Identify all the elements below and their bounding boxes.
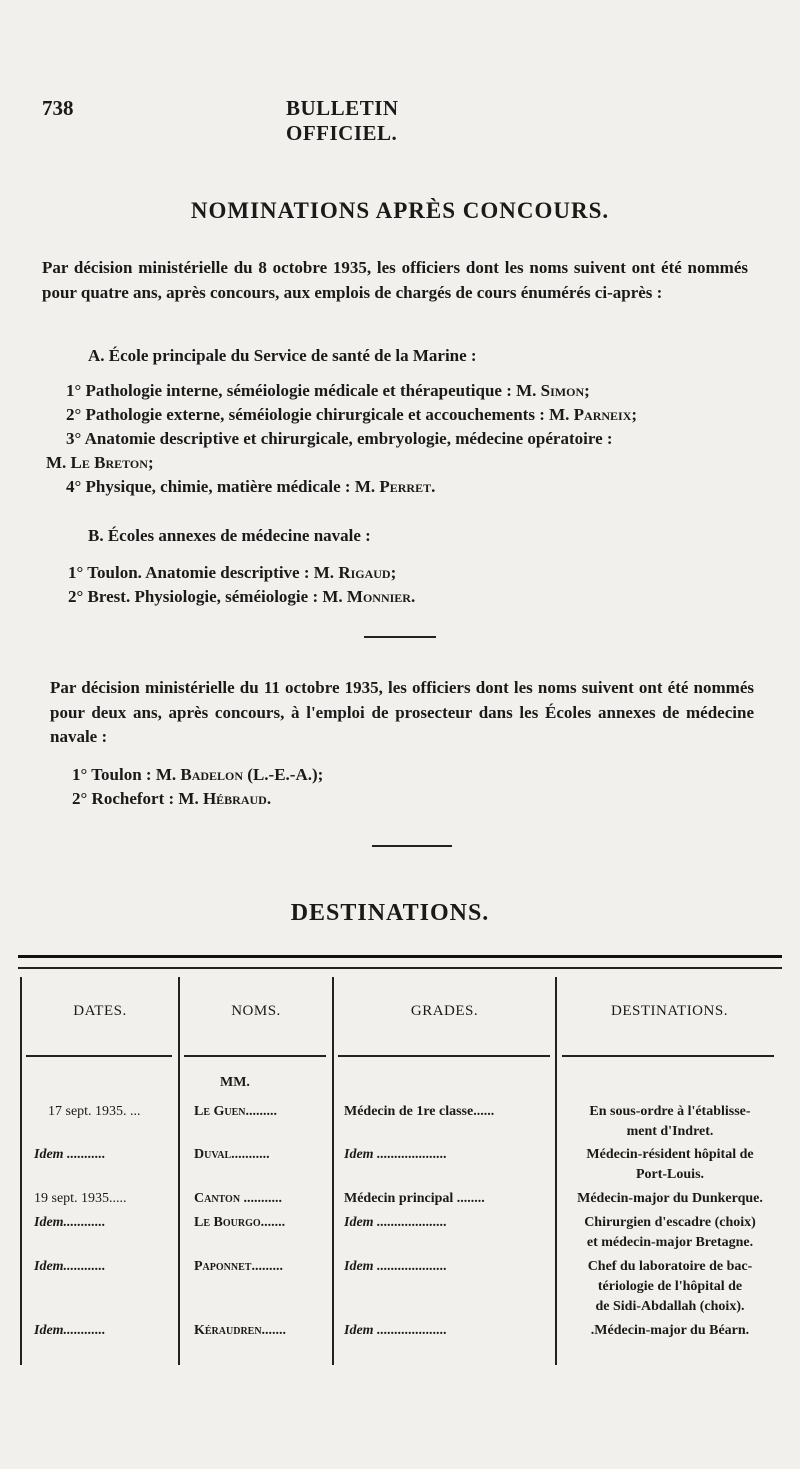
table-row-name: Paponnet......... <box>194 1259 283 1274</box>
officer-name: Rigaud <box>338 563 391 582</box>
table-row-grade: Idem .................... <box>344 1215 448 1230</box>
table-row-grade: Idem .................... <box>344 1259 448 1274</box>
column-header-dates: DATES. <box>73 1003 127 1019</box>
officer-name: Badelon <box>180 765 244 784</box>
table-row-destination: Chirurgien d'escadre (choix) et médecin-major Bretagne. <box>584 1215 756 1250</box>
table-row-grade: Médecin de 1re classe...... <box>344 1104 495 1119</box>
separator-rule <box>372 845 452 847</box>
table-row-grade: Idem .................... <box>344 1147 448 1162</box>
group-a-item-3-cont: M. Le Breton; <box>46 453 154 472</box>
column-rule <box>20 977 22 1365</box>
table-row-destination: .Médecin-major du Béarn. <box>590 1323 750 1338</box>
officer-name: Parneix <box>573 405 632 424</box>
table-row-grade: Idem .................... <box>344 1323 448 1338</box>
running-head <box>42 96 512 145</box>
section-title-nominations: NOMINATIONS APRÈS CONCOURS. <box>190 198 610 223</box>
group-a-item-2: 2° Pathologie externe, séméiologie chirurgicale et accouchements : M. Parneix; <box>66 405 638 424</box>
table-row-date: Idem............ <box>34 1259 106 1274</box>
group-a-item-3: 3° Anatomie descriptive et chirurgicale, embryologie, médecine opératoire : <box>66 429 613 448</box>
column-header-grades: GRADES. <box>410 1003 479 1019</box>
table-row-name: Le Bourgo....... <box>194 1215 286 1230</box>
group-b-item-2: 2° Brest. Physiologie, séméiologie : M. Monnier. <box>68 587 416 606</box>
group-a-heading: A. École principale du Service de santé de la Marine : <box>88 346 477 365</box>
header-rule <box>562 1055 774 1057</box>
officer-name: Le Breton <box>70 453 148 472</box>
table-row-name: Duval........... <box>194 1147 270 1162</box>
table-top-rule-inner <box>18 967 782 969</box>
table-top-rule <box>18 955 782 958</box>
table-row-destination: En sous-ordre à l'établisse- ment d'Indret. <box>589 1104 751 1139</box>
column-rule <box>555 977 557 1365</box>
column-rule <box>178 977 180 1365</box>
table-row-name: Kéraudren....... <box>194 1323 287 1338</box>
header-rule <box>338 1055 550 1057</box>
group-b-heading: B. Écoles annexes de médecine navale : <box>88 526 371 545</box>
officer-name: Monnier <box>346 587 411 606</box>
table-row-grade: Médecin principal ........ <box>344 1191 485 1206</box>
table-row-destination: Médecin-major du Dunkerque. <box>577 1191 763 1206</box>
table-row-name: Le Guen......... <box>194 1104 278 1119</box>
group-a-item-4: 4° Physique, chimie, matière médicale : M. Perret. <box>66 477 436 496</box>
table-row-destination: Chef du laboratoire de bac- tériologie de l'hôpital de de Sidi-Abdallah (choix). <box>587 1259 753 1314</box>
journal-title: BULLETIN OFFICIEL. <box>286 96 399 145</box>
group-a-item-1: 1° Pathologie interne, séméiologie médicale et thérapeutique : M. Simon; <box>66 381 590 400</box>
table-row-date: Idem............ <box>34 1323 106 1338</box>
header-rule <box>26 1055 172 1057</box>
officer-name: Perret <box>379 477 432 496</box>
page-number: 738 <box>42 96 74 120</box>
section-title-destinations: DESTINATIONS. <box>290 900 490 926</box>
prosecteur-item-2: 2° Rochefort : M. Hébraud. <box>72 789 272 808</box>
prosecteur-item-1: 1° Toulon : M. Badelon (L.-E.-A.); <box>72 765 324 784</box>
destinations-table <box>18 955 782 1365</box>
officer-name: Simon <box>540 381 585 400</box>
table-row-date: Idem ........... <box>34 1147 106 1162</box>
table-row-date: Idem............ <box>34 1215 106 1230</box>
column-rule <box>332 977 334 1365</box>
group-b-item-1: 1° Toulon. Anatomie descriptive : M. Rigaud; <box>68 563 397 582</box>
officer-name: Hébraud <box>202 789 267 808</box>
header-rule <box>184 1055 326 1057</box>
decision-paragraph-1: Par décision ministérielle du 8 octobre 1935, les officiers dont les noms suivent ont été nommés pour quatre ans, après concours, aux emplois de chargés de cours énumérés ci-après : <box>42 258 748 302</box>
separator-rule <box>364 636 436 638</box>
mm-label: MM. <box>220 1075 250 1090</box>
table-row-destination: Médecin-résident hôpital de Port-Louis. <box>586 1147 754 1182</box>
column-header-noms: NOMS. <box>231 1003 281 1019</box>
table-row-date: 17 sept. 1935. ... <box>48 1104 141 1119</box>
table-row-date: 19 sept. 1935..... <box>34 1191 127 1206</box>
decision-paragraph-2: Par décision ministérielle du 11 octobre 1935, les officiers dont les noms suivent ont été nommés pour deux ans, après concours, à l'emploi de prosecteur dans les Écoles annexes de médecine navale : <box>50 678 754 746</box>
column-header-destinations: DESTINATIONS. <box>611 1003 728 1019</box>
table-row-name: Canton ........... <box>194 1191 283 1206</box>
